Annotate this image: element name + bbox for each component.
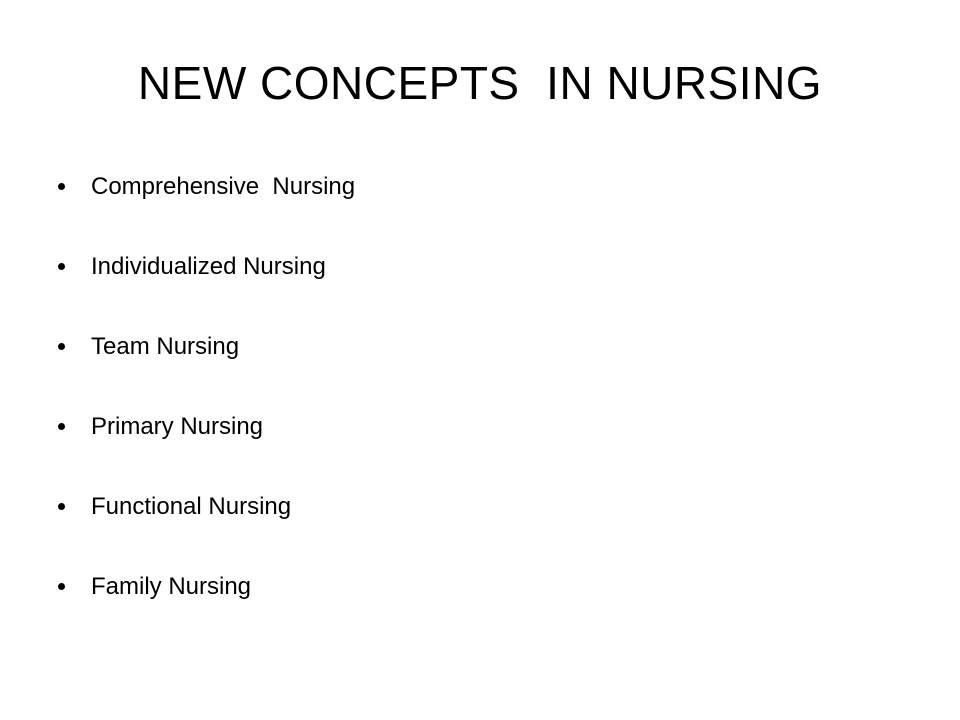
bullet-text: Comprehensive Nursing: [91, 173, 356, 200]
bullet-item-comprehensive: [58, 170, 355, 250]
bullet-text: Individualized Nursing: [91, 253, 326, 280]
bullet-dot-icon: [58, 183, 65, 190]
slide-title: NEW CONCEPTS IN NURSING: [137, 57, 823, 109]
bullet-dot-icon: [58, 423, 65, 430]
bullet-dot-icon: [58, 343, 65, 350]
bullet-item-primary: [58, 410, 355, 490]
bullet-text: Team Nursing: [91, 333, 240, 360]
bullet-item-functional: [58, 490, 355, 570]
bullet-list: [58, 170, 355, 650]
bullet-item-team: [58, 330, 355, 410]
bullet-item-individualized: [58, 250, 355, 330]
bullet-dot-icon: [58, 583, 65, 590]
bullet-dot-icon: [58, 263, 65, 270]
bullet-dot-icon: [58, 503, 65, 510]
bullet-item-family: [58, 570, 355, 650]
bullet-text: Functional Nursing: [91, 493, 292, 520]
bullet-text: Primary Nursing: [91, 413, 264, 440]
bullet-text: Family Nursing: [91, 573, 252, 600]
